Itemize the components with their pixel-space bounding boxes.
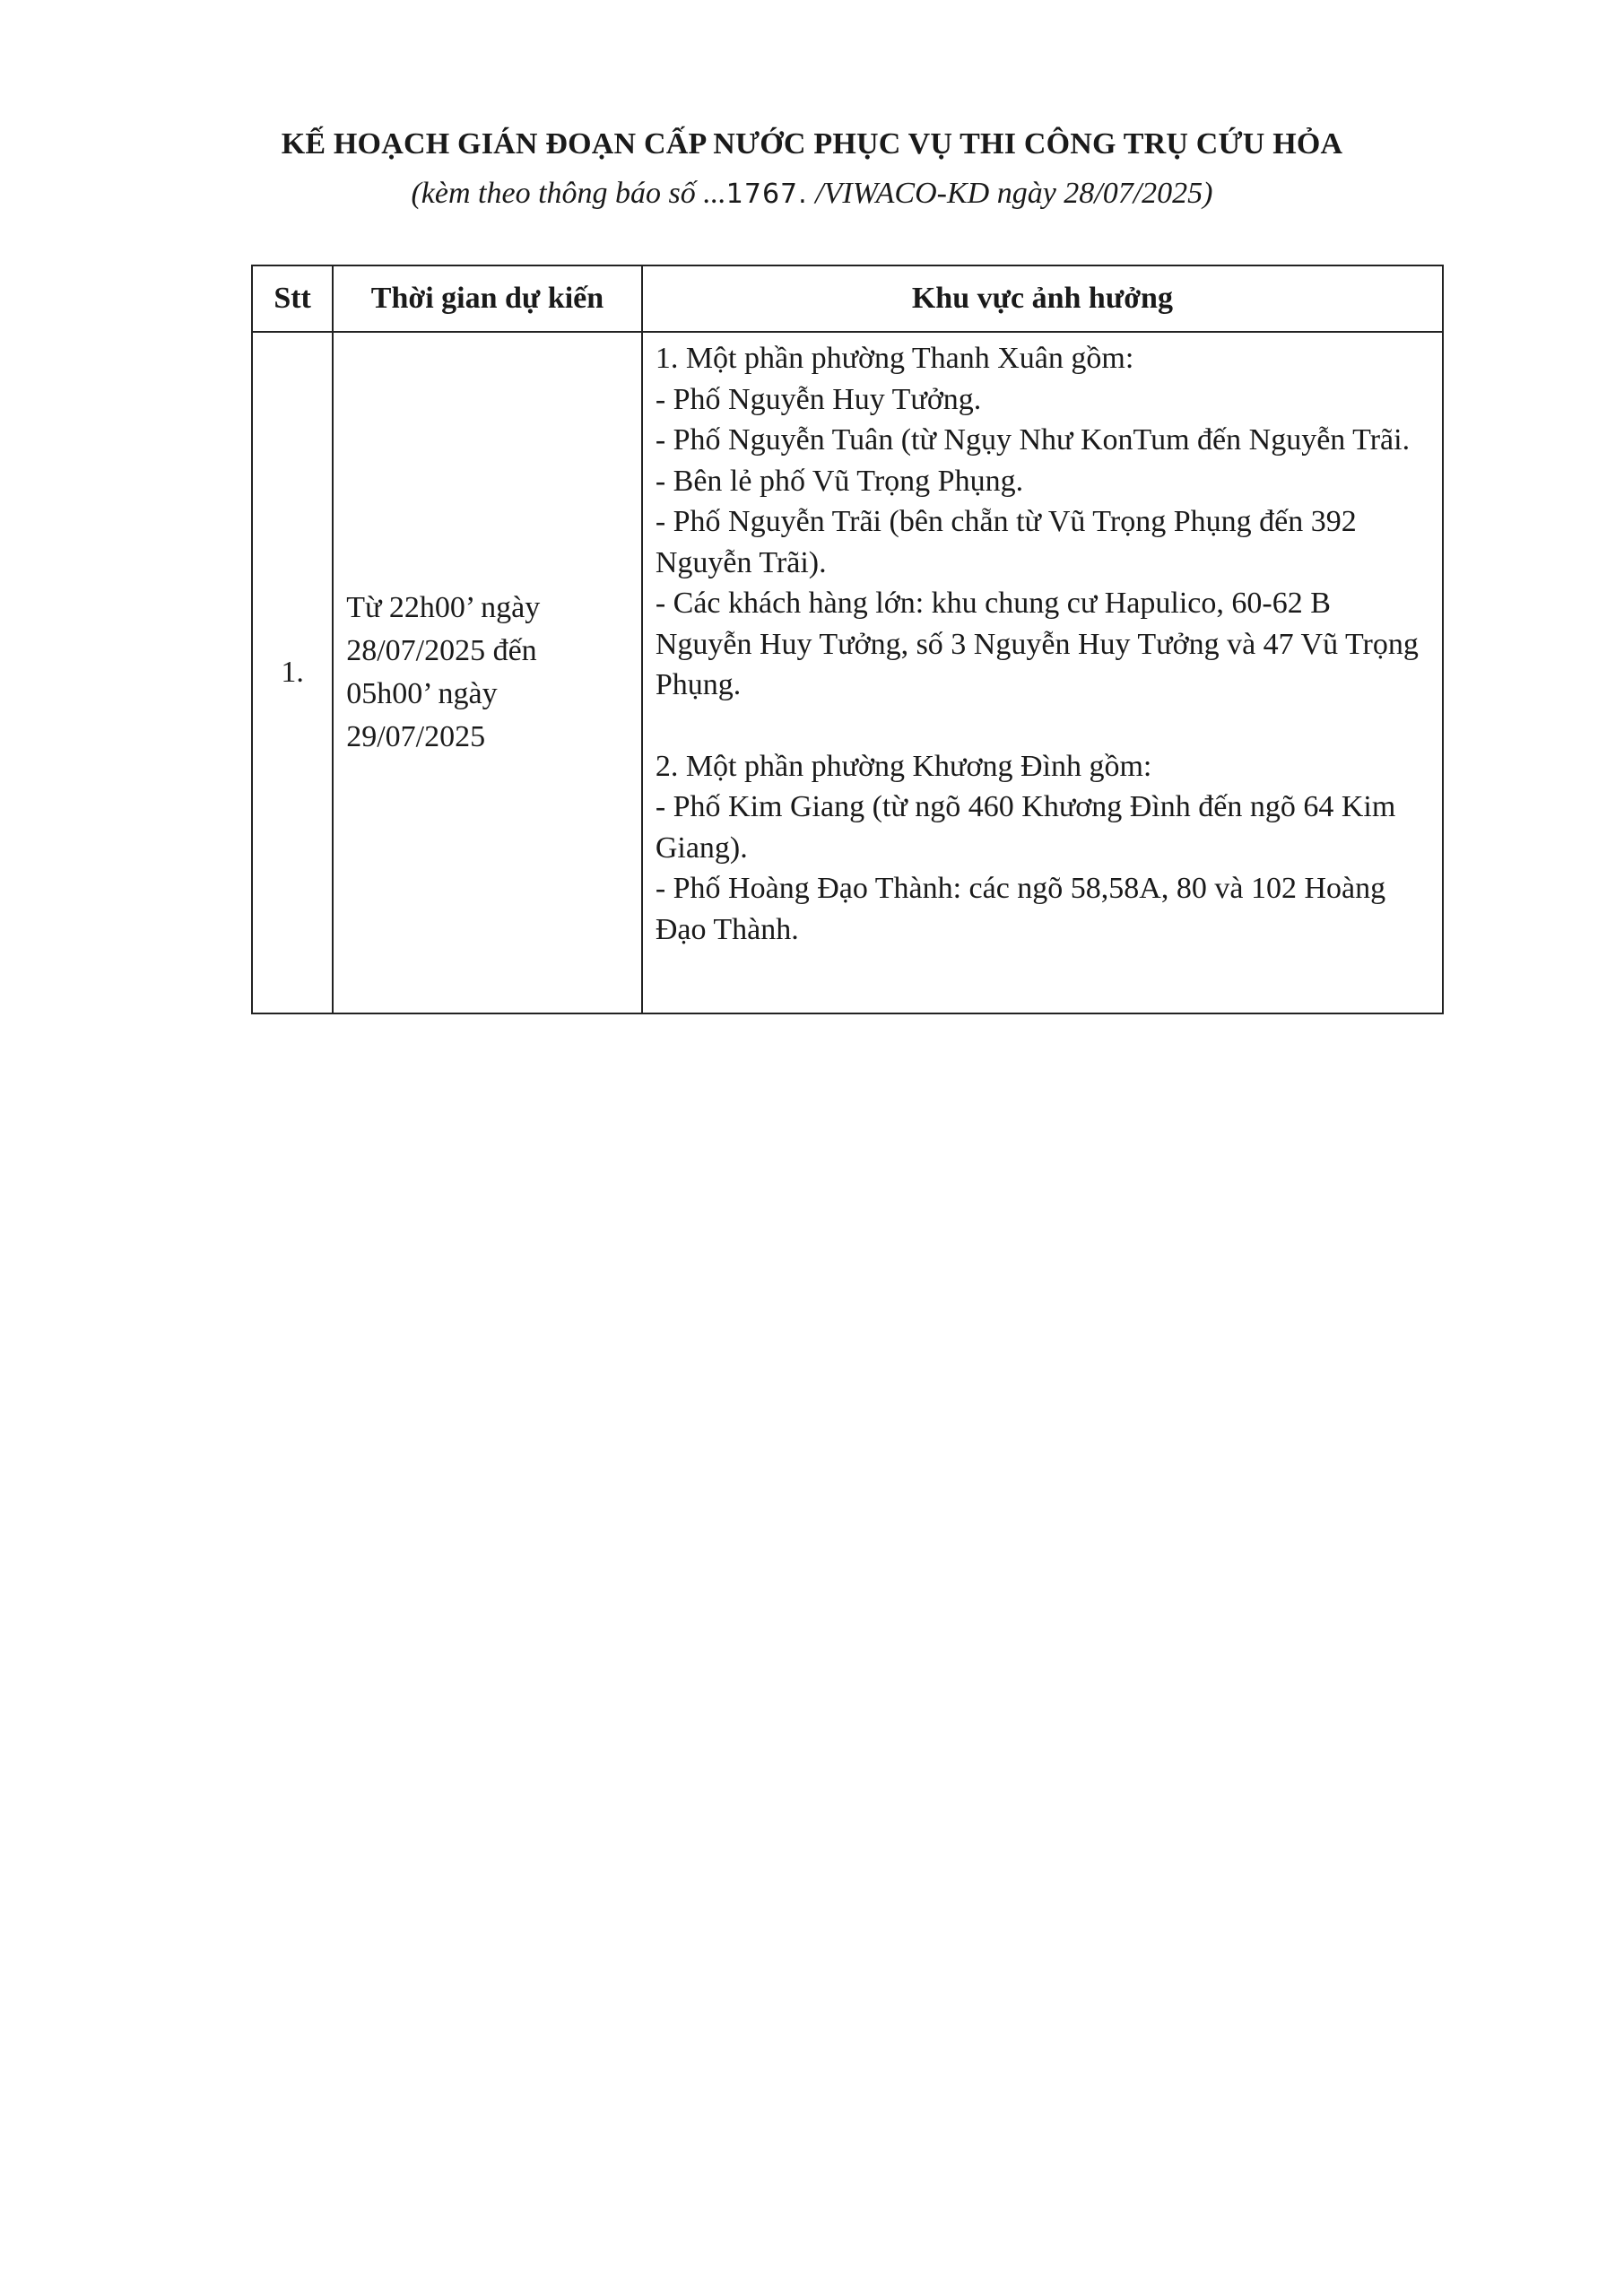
time-line: 28/07/2025 đến <box>346 634 537 667</box>
time-line: 29/07/2025 <box>346 720 486 753</box>
area-item: - Phố Nguyễn Trãi (bên chẵn từ Vũ Trọng Phụng đến 392 Nguyễn Trãi). <box>655 505 1357 579</box>
header-area: Khu vực ảnh hưởng <box>642 265 1443 332</box>
area-item: - Phố Nguyễn Tuân (từ Ngụy Như KonTum đến Nguyễn Trãi. <box>655 423 1411 457</box>
area-item: - Phố Kim Giang (từ ngõ 460 Khương Đình đến ngõ 64 Kim Giang). <box>655 790 1396 865</box>
time-line: 05h00’ ngày <box>346 677 498 710</box>
time-line: Từ 22h00’ ngày <box>346 591 541 624</box>
document-subtitle <box>0 177 1624 211</box>
interruption-plan-table <box>251 265 1444 1014</box>
table-row <box>252 332 1443 1013</box>
area-item: - Các khách hàng lớn: khu chung cư Hapulico, 60-62 B Nguyễn Huy Tưởng, số 3 Nguyễn Huy Tưởng và 47 Vũ Trọng Phụng. <box>655 587 1419 701</box>
row-time <box>333 332 642 1013</box>
row-affected-area <box>642 332 1443 1013</box>
area-item: - Phố Nguyễn Huy Tưởng. <box>655 382 982 416</box>
section-spacer <box>656 706 1429 746</box>
handwritten-notice-number: 1767. <box>725 178 808 210</box>
table-header-row <box>252 265 1443 332</box>
header-time: Thời gian dự kiến <box>333 265 642 332</box>
subtitle-suffix: /VIWACO-KD ngày 28/07/2025) <box>807 177 1213 210</box>
row-stt: 1. <box>252 332 333 1013</box>
document-title: KẾ HOẠCH GIÁN ĐOẠN CẤP NƯỚC PHỤC VỤ THI CÔNG TRỤ CỨU HỎA <box>281 127 1343 161</box>
subtitle-prefix: (kèm theo thông báo số ... <box>411 177 726 210</box>
header-stt: Stt <box>252 265 333 332</box>
area-item: - Phố Hoàng Đạo Thành: các ngõ 58,58A, 80 và 102 Hoàng Đạo Thành. <box>655 872 1386 946</box>
area-item: - Bên lẻ phố Vũ Trọng Phụng. <box>655 464 1024 498</box>
section-heading: 1. Một phần phường Thanh Xuân gồm: <box>655 342 1134 375</box>
section-heading: 2. Một phần phường Khương Đình gồm: <box>655 749 1152 783</box>
